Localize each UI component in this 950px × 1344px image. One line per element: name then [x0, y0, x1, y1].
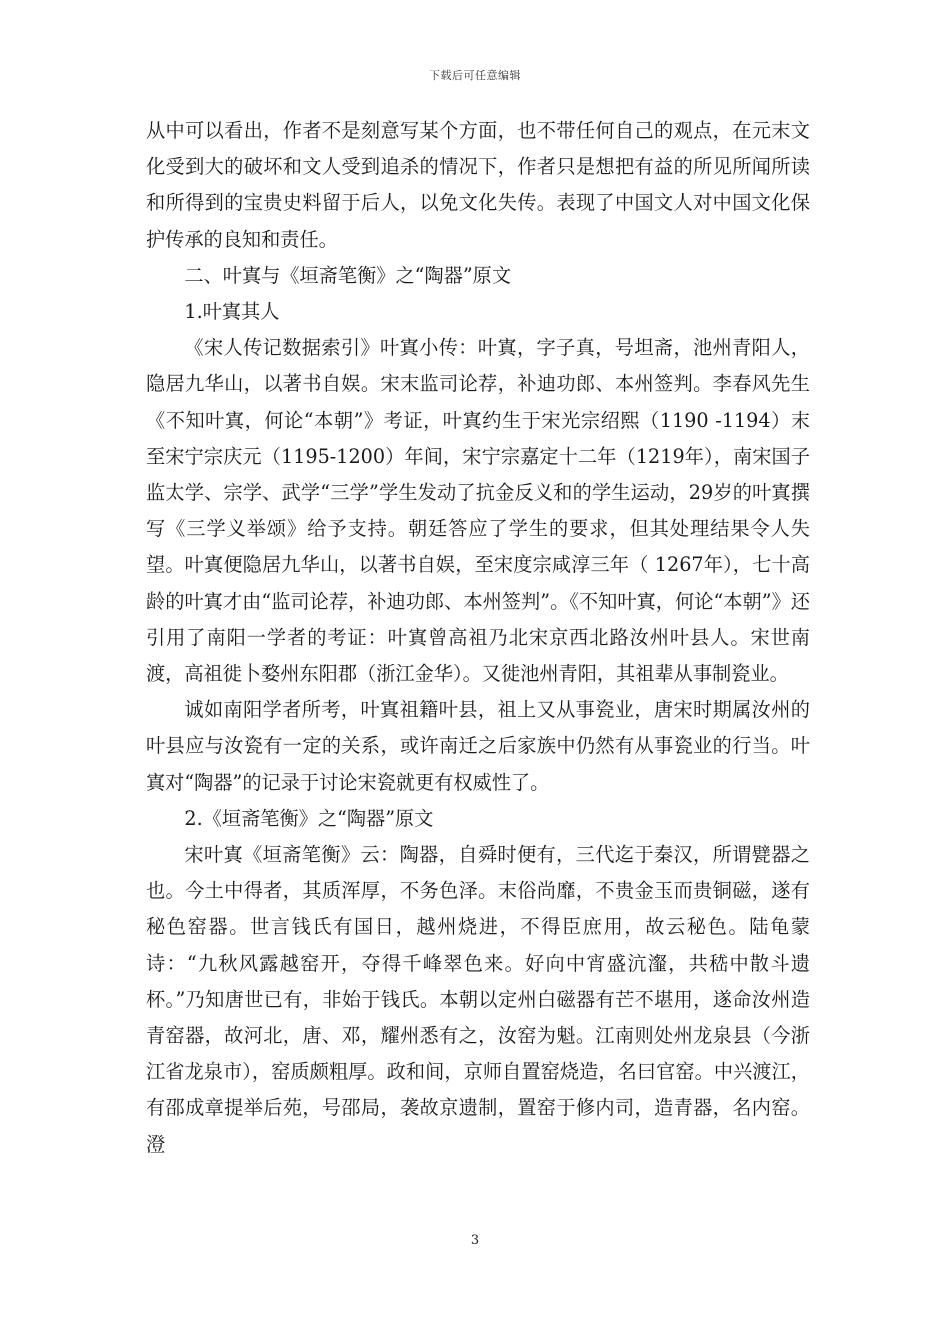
subsection-heading-1: 1.叶寘其人 — [184, 300, 280, 324]
page-header: 下载后可任意编辑 — [429, 69, 521, 82]
paragraph-original-text: 宋叶寘《垣斋笔衡》云：陶器，自舜时便有，三代迄于秦汉，所谓甓器之也。今土中得者，其质浑厚，不务色泽。末俗尚靡，不贵金玉而贵铜磁，遂有秘色窑器。世言钱氏有国日，越州烧进，不得臣庶用，故云秘色。陆龟蒙诗：“九秋风露越窑开，夺得千峰翠色来。好向中宵盛沆瀣，共嵇中散斗遗杯。”乃知唐世已有，非始于钱氏。本朝以定州白磁器有芒不堪用，遂命汝州造青窑器，故河北，唐、邓，耀州悉有之，汝窑为魁。江南则处州龙泉县（今浙江省龙泉市），窑质颇粗厚。政和间，京师自置窑烧造，名曰官窑。中兴渡江，有邵成章提举后苑，号邵局，袭故京遗制，置窑于修内司，造青器，名内窑。澄 — [146, 843, 810, 1156]
body-text — [146, 113, 810, 1163]
paragraph-continuation: 从中可以看出，作者不是刻意写某个方面，也不带任何自己的观点，在元末文化受到大的破坏和文人受到追杀的情况下，作者只是想把有益的所见所闻所读和所得到的宝贵史料留于后人，以免文化失传。表现了中国文人对中国文化保护传承的良知和责任。 — [146, 119, 810, 251]
page-number: 3 — [470, 1233, 480, 1248]
section-heading: 二、叶寘与《垣斋笔衡》之“陶器”原文 — [184, 263, 512, 287]
paragraph-biography: 《宋人传记数据索引》叶寘小传：叶寘，字子真，号坦斋，池州青阳人，隐居九华山，以著书自娱。宋末监司论荐，补迪功郎、本州签判。李春风先生《不知叶寘，何论“本朝”》考证，叶寘约生于宋光宗绍熙（1190 -1194）末至宋宁宗庆元（1195-1200）年间，宋宁宗嘉定十二年（1219年），南宋国子监太学、宗学、武学“三学”学生发动了抗金反义和的学生运动，29岁的叶寘撰写《三学义举颂》给予支持。朝廷答应了学生的要求，但其处理结果令人失望。叶寘便隐居九华山，以著书自娱，至宋度宗咸淳三年（ 1267年），七十高龄的叶寘才由“监司论荐，补迪功郎、本州签判”。《不知叶寘，何论“本朝”》还引用了南阳一学者的考证：叶寘曾高祖乃北宋京西北路汝州叶县人。宋世南渡，高祖徙卜婺州东阳郡（浙江金华）。又徙池州青阳，其祖辈从事制瓷业。 — [146, 336, 810, 686]
paragraph-analysis: 诚如南阳学者所考，叶寘祖籍叶县，祖上又从事瓷业，唐宋时期属汝州的叶县应与汝瓷有一定的关系，或许南迁之后家族中仍然有从事瓷业的行当。叶寘对“陶器”的记录于讨论宋瓷就更有权威性了。 — [146, 698, 810, 794]
subsection-heading-2: 2.《垣斋笔衡》之“陶器”原文 — [184, 806, 434, 830]
